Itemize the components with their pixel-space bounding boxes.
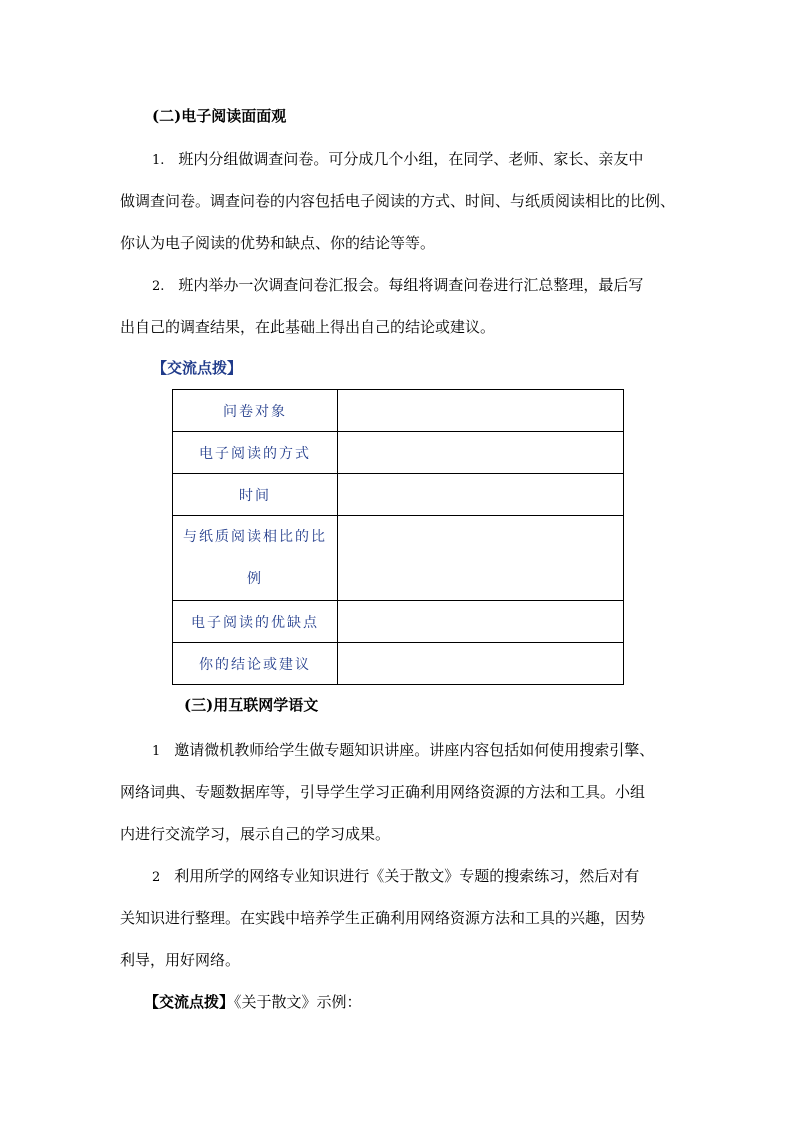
section3-tip-line [144, 992, 362, 1012]
table-label-cell: 时间 [173, 474, 338, 516]
table-value-cell [338, 474, 624, 516]
table-label-cell: 电子阅读的方式 [173, 432, 338, 474]
section3-tip-heading: 【交流点拨】 [144, 993, 235, 1011]
table-row [173, 432, 624, 474]
section2-item1-number: 1. [152, 153, 165, 168]
table-value-cell [338, 516, 624, 601]
table-row [173, 643, 624, 685]
section3-heading: (三)用互联网学语文 [184, 696, 319, 714]
section2-item1-text-line2: 做调查问卷。调查问卷的内容包括电子阅读的方式、时间、与纸质阅读相比的比例、 [120, 192, 676, 210]
table-row [173, 516, 624, 601]
section3-tip-text: 《关于散文》示例： [234, 993, 362, 1011]
section3-item1-number: 1 [152, 744, 161, 759]
section3-item2-text-line1: 利用所学的网络专业知识进行《关于散文》专题的搜索练习，然后对有 [174, 867, 640, 885]
table-label-cell: 问卷对象 [173, 390, 338, 432]
section2-item2-text-line1: 班内举办一次调查问卷汇报会。每组将调查问卷进行汇总整理，最后写 [178, 276, 644, 294]
table-label-cell: 你的结论或建议 [173, 643, 338, 685]
section3-item2-first-line [152, 866, 639, 888]
table-row [173, 474, 624, 516]
table-value-cell [338, 601, 624, 643]
section3-item2-text-line3: 利导，用好网络。 [120, 951, 241, 969]
table-row [173, 390, 624, 432]
section2-item1-text-line1: 班内分组做调查问卷。可分成几个小组，在同学、老师、家长、亲友中 [178, 150, 644, 168]
table-value-cell [338, 432, 624, 474]
section3-item1-text-line2: 网络词典、专题数据库等，引导学生学习正确利用网络资源的方法和工具。小组 [120, 783, 646, 801]
table-label-cell: 电子阅读的优缺点 [173, 601, 338, 643]
section3-item1-text-line1: 邀请微机教师给学生做专题知识讲座。讲座内容包括如何使用搜索引擎、 [174, 741, 655, 759]
section3-item1-first-line [152, 740, 654, 762]
section2-item1-text-line3: 你认为电子阅读的优势和缺点、你的结论等等。 [120, 234, 436, 252]
table-label-line1: 与纸质阅读相比的比 [183, 529, 327, 545]
survey-table [172, 389, 624, 685]
section2-heading: (二)电子阅读面面观 [152, 107, 287, 125]
section3-item2-text-line2: 关知识进行整理。在实践中培养学生正确利用网络资源方法和工具的兴趣，因势 [120, 909, 646, 927]
table-value-cell [338, 643, 624, 685]
table-value-cell [338, 390, 624, 432]
table-label-line2: 例 [247, 571, 263, 587]
section3-item2-number: 2 [152, 870, 161, 885]
section3-item1-text-line3: 内进行交流学习，展示自己的学习成果。 [120, 825, 391, 843]
section2-item1-first-line [152, 149, 643, 171]
section2-item2-number: 2. [152, 279, 165, 294]
table-row [173, 601, 624, 643]
table-label-cell [173, 516, 338, 601]
section2-item2-first-line [152, 275, 643, 297]
section2-tip-heading: 【交流点拨】 [152, 359, 243, 377]
section2-item2-text-line2: 出自己的调查结果，在此基础上得出自己的结论或建议。 [120, 318, 496, 336]
